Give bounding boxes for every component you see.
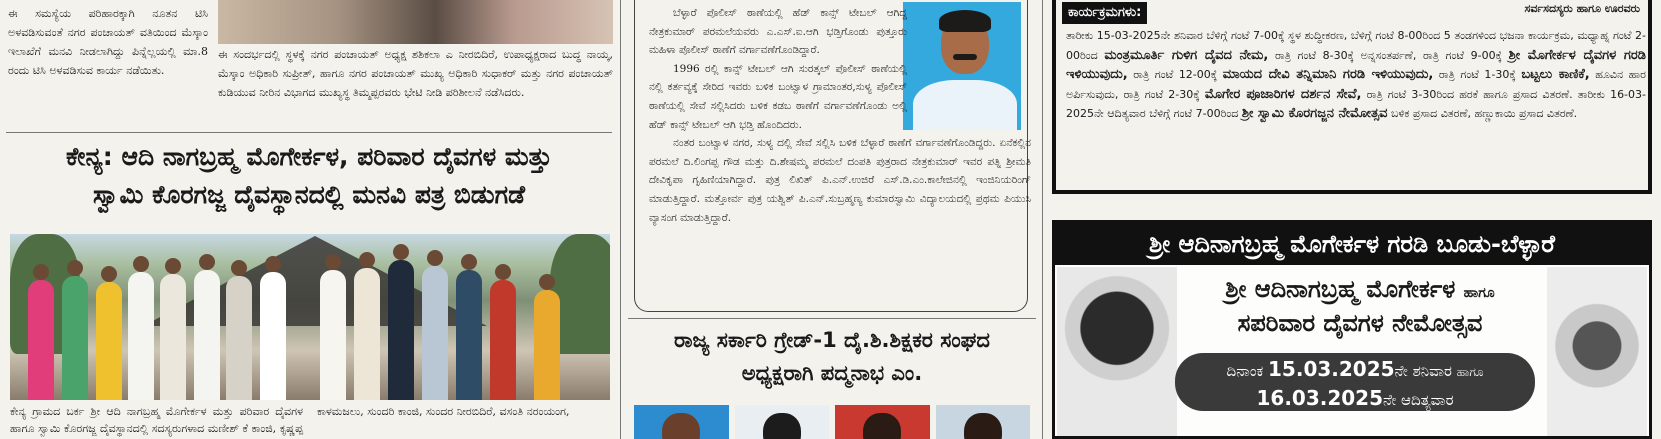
middle-headline-line2: ಅಧ್ಯಕ್ಷರಾಗಿ ಪದ್ಮನಾಭ ಎಂ. bbox=[741, 361, 923, 385]
left-top-article-text: ಈ ಸಮಸ್ಯೆಯ ಪರಿಹಾರಕ್ಕಾಗಿ ನೂತನ ಟಿಸಿ ಅಳವಡಿಸುವಂತೆ ನಗರ ಪಂಚಾಯತ್ ವತಿಯಿಂದ ಮೆಸ್ಕಾಂ ಇಲಾಖೆಗೆ ಮನವಿ ನೀಡಲಾಗಿದ್ದು ಪಿನ್ನೆಲ್ಲಯಲ್ಲಿ ಮಾ.8 ರಂದು ಟಿಸಿ ಅಳವಡಿಸುವ ಕಾರ್ಯ ನಡೆಯಿತು. bbox=[8, 7, 208, 77]
schedule-text: ರಾತ್ರಿ ಗಂಟೆ 12-00ಕ್ಕೆ bbox=[1133, 68, 1218, 82]
photo-person bbox=[354, 268, 380, 400]
group-photo bbox=[10, 234, 610, 400]
deity-figure-image bbox=[1547, 267, 1647, 439]
photo-person bbox=[226, 276, 252, 400]
ad-headline-line1 bbox=[1165, 273, 1555, 309]
photo-person bbox=[194, 270, 220, 400]
promotion-story-box bbox=[634, 0, 1031, 312]
left-bottom-article-text: ಕೇನ್ಯ ಗ್ರಾಮದ ಬರ್ಕ ಶ್ರೀ ಆದಿ ನಾಗಬ್ರಹ್ಮ ಮೊಗೇರ್ಕಳ ಮತ್ತು ಪರಿವಾರ ದೈವಗಳ ಹಾಗೂ ಸ್ವಾಮಿ ಕೊರಗಜ್ಜ ದೈವಸ್ಥಾನದಲ್ಲಿ ಸದಸ್ಯರುಗಳಾದ ಮಣೀಶ್ ಕೆ ಕಾಂಜಿ, ಕೃಷ್ಣಪ್ಪ ಕಾಳಮಜಲು, ಸುಂದರಿ ಕಾಂಜಿ, ಸುಂದರ ನೀರಬಿದಿರೆ, ವಸಂತಿ ನರಂಯಂಗ, bbox=[10, 405, 570, 435]
schedule-text: ರಾತ್ರಿ ಗಂಟೆ 3-30ರಿಂದ ಹರಕೆ ಹಾಗೂ ಪ್ರಸಾದ ವಿತರಣೆ. ತಾರೀಕು 16-03-2025ನೇ ಆದಿತ್ಯವಾರ ಬೆಳಿಗ್ಗೆ ಗಂಟೆ 7-00ರಿಂದ bbox=[1066, 87, 1646, 121]
left-column bbox=[0, 0, 618, 439]
photo-person bbox=[96, 282, 122, 400]
photo-person bbox=[128, 272, 154, 400]
photo-person bbox=[490, 280, 516, 400]
date-conjunction: ಹಾಗೂ bbox=[1456, 365, 1484, 379]
promotion-story-text bbox=[649, 4, 1031, 227]
right-column bbox=[1046, 0, 1661, 439]
story-paragraph: ಬೆಳ್ಳಾರೆ ಪೊಲೀಸ್ ಠಾಣೆಯಲ್ಲಿ ಹೆಡ್ ಕಾನ್ಸ್ ಟೇಬಲ್ ಆಗಿದ್ದ ನೇತ್ರಕುಮಾರ್ ಪರಮಲೆಯವರು ಎ.ಎಸ್.ಐ.ಆಗಿ ಭಡ್ತಿಗೊಂಡು ಪುತ್ತೂರು ಮಹಿಳಾ ಪೊಲೀಸ್ ಠಾಣೆಗೆ ವರ್ಗಾವಣೆಗೊಂಡಿದ್ದಾರೆ. bbox=[649, 7, 907, 57]
photo-person bbox=[534, 290, 560, 400]
photo-person bbox=[260, 272, 286, 400]
left-top-photo bbox=[218, 0, 613, 44]
schedule-highlight: ಶ್ರೀ ಮೊಗೇರ್ಕಳ ದೈವಗಳ ಗರಡಿ ಇಳಿಯುವುದು, bbox=[1066, 47, 1646, 83]
ad-title: ಶ್ರೀ ಆದಿನಾಗಬ್ರಹ್ಮ ಮೊಗೇರ್ಕಳ ಗರಡಿ ಬೂಡು-ಬೆಳ್ಳಾರೆ bbox=[1055, 223, 1649, 265]
schedule-highlight: ಮಾಯದ ದೇವಿ ತನ್ನಿಮಾನಿ ಗರಡಿ ಇಳಿಯುವುದು, bbox=[1222, 67, 1434, 83]
middle-headline-line1: ರಾಜ್ಯ ಸರ್ಕಾರಿ ಗ್ರೇಡ್-1 ದೈ.ಶಿ.ಶಿಕ್ಷಕರ ಸಂಘದ bbox=[673, 328, 991, 352]
portrait-photo bbox=[936, 405, 1031, 439]
portrait-photo bbox=[835, 405, 930, 439]
programs-label: ಕಾರ್ಯಕ್ರಮಗಳು: bbox=[1062, 2, 1147, 24]
column-rule bbox=[1042, 0, 1043, 439]
date-one-day: ನೇ ಶನಿವಾರ bbox=[1394, 362, 1452, 380]
photo-person bbox=[388, 260, 414, 400]
left-headline-line1: ಕೇನ್ಯ: ಆದಿ ನಾಗಬ್ರಹ್ಮ ಮೊಗೇರ್ಕಳ, ಪರಿವಾರ ದೈವಗಳ ಮತ್ತು bbox=[66, 142, 552, 171]
programs-schedule bbox=[1066, 26, 1646, 124]
story-paragraph: 1996 ರಲ್ಲಿ ಕಾನ್ಸ್ ಟೇಬಲ್ ಆಗಿ ಸುರತ್ಕಲ್ ಪೊಲೀಸ್ ಠಾಣೆಯಲ್ಲಿ ನಲ್ಲಿ ಕರ್ತವ್ಯಕ್ಕೆ ಸೇರಿದ ಇವರು ಬಳಿಕ ಬಂಟ್ವಾಳ ಗ್ರಾಮಾಂತರ,ಸುಳ್ಯ ಪೊಲೀಸ್ ಠಾಣೆಯಲ್ಲಿ ಸೇವೆ ಸಲ್ಲಿಸಿದರು ಬಳಿಕ ಕಡಬ ಠಾಣೆಗೆ ವರ್ಗಾವಣೆಗೊಂಡು ಅಲ್ಲಿ ಹೆಡ್ ಕಾನ್ಸ್ ಟೇಬಲ್ ಆಗಿ ಭಡ್ತಿ ಹೊಂದಿದರು. bbox=[649, 62, 907, 131]
schedule-highlight: ಮಂತ್ರಮೂರ್ತಿ ಗುಳಿಗ ದೈವದ ನೇಮ, bbox=[1104, 47, 1269, 63]
photo-person bbox=[320, 270, 346, 400]
ad-headline-line2: ಸಪರಿವಾರ ದೈವಗಳ ನೇಮೋತ್ಸವ bbox=[1237, 309, 1483, 337]
portrait-strip bbox=[634, 405, 1030, 439]
date-one: 15.03.2025 bbox=[1268, 357, 1395, 381]
portrait-photo bbox=[634, 405, 729, 439]
ad-conjunction: ಹಾಗೂ bbox=[1463, 285, 1495, 301]
schedule-text: ರಾತ್ರಿ ಗಂಟೆ 1-30ಕ್ಕೆ bbox=[1438, 68, 1516, 82]
story-paragraph: ನಂತರ ಬಂಟ್ವಾಳ ನಗರ, ಸುಳ್ಯ ದಲ್ಲಿ ಸೇವೆ ಸಲ್ಲಿಸಿ ಬಳಿಕ ಬೆಳ್ಳಾರೆ ಠಾಣೆಗೆ ವರ್ಗಾವಣೆಗೊಂಡಿದ್ದರು. ಏನೆಕಲ್ಲಿನ ಪರಮಲೆ ದಿ.ಲಿಂಗಪ್ಪ ಗೌಡ ಮತ್ತು ದಿ.ಶೇಷಮ್ಮ ಪರಮಲೆ ದಂಪತಿ ಪುತ್ರರಾದ ನೇತ್ರಕುಮಾರ್ ಇವರ ಪತ್ನಿ ಶ್ರೀಮತಿ ದೇವಿಕೃಪಾ ಗೃಹಿಣಿಯಾಗಿದ್ದಾರೆ. ಪುತ್ರ ಲಿಖಿತ್ ಪಿ.ಎನ್.ಉಜಿರೆ ಎಸ್.ಡಿ.ಎಂ.ಕಾಲೇಜಿನಲ್ಲಿ ಇಂಜಿನಿಯರಿಂಗ್ ಮಾಡುತ್ತಿದ್ದಾರೆ. ಮತ್ತೋರ್ವ ಪುತ್ರ ಯಶ್ವಿತ್ ಪಿ.ಎನ್.ಸುಬ್ರಹ್ಮಣ್ಯ ಕುಮಾರಸ್ವಾಮಿ ವಿದ್ಯಾಲಯದಲ್ಲಿ ಪ್ರಥಮ ಪಿಯುಸಿ ವ್ಯಾಸಂಗ ಮಾಡುತ್ತಿದ್ದಾರೆ. bbox=[649, 137, 1031, 224]
schedule-highlight: ಮೊಗೇರ ಪೂಜಾರಿಗಳ ದರ್ಶನ ಸೇವೆ, bbox=[1204, 86, 1362, 102]
column-rule bbox=[620, 0, 621, 439]
date-two-day: ನೇ ಆದಿತ್ಯವಾರ bbox=[1383, 391, 1454, 409]
middle-headline bbox=[628, 324, 1036, 390]
photo-person bbox=[422, 266, 448, 400]
section-divider bbox=[6, 132, 612, 133]
portrait-photo bbox=[735, 405, 830, 439]
schedule-highlight: ಶ್ರೀ ಸ್ವಾಮಿ ಕೊರಗಜ್ಜನ ನೇಮೋತ್ಸವ bbox=[1241, 106, 1388, 122]
schedule-highlight: ಬಟ್ಟಲು ಕಾಣಿಕೆ, bbox=[1521, 67, 1590, 83]
photo-person bbox=[28, 280, 54, 400]
festival-advertisement bbox=[1052, 220, 1652, 439]
schedule-text: ಬಳಿಕ ಪ್ರಸಾದ ವಿತರಣೆ, ಹಣ್ಣುಕಾಯಿ ಪ್ರಸಾದ ವಿತರಣೆ. bbox=[1390, 107, 1578, 121]
photo-person bbox=[62, 276, 88, 400]
deity-mask-image bbox=[1057, 267, 1177, 439]
middle-column bbox=[624, 0, 1040, 439]
schedule-text: ತಾರೀಕು 15-03-2025ನೇ ಶನಿವಾರ ಬೆಳಿಗ್ಗೆ ಗಂಟೆ 7-00ಕ್ಕೆ ಸ್ಥಳ ಶುದ್ಧೀಕರಣ, ಬೆಳಿಗ್ಗೆ ಗಂಟೆ 8-00ರಿಂದ 5 ತಂಡಗಳಿಂದ ಭಜನಾ ಕಾರ್ಯಕ್ರಮ, ಮಧ್ಯಾಹ್ನ ಗಂಟೆ 2-00ರಿಂದ bbox=[1066, 29, 1646, 62]
date-two: 16.03.2025 bbox=[1256, 386, 1384, 410]
ad-date-badge bbox=[1175, 353, 1535, 411]
left-headline bbox=[6, 138, 612, 214]
section-divider bbox=[628, 318, 1036, 319]
ad-deity-name: ಶ್ರೀ ಆದಿನಾಗಬ್ರಹ್ಮ ಮೊಗೇರ್ಕಳ bbox=[1225, 275, 1456, 303]
schedule-text: ರಾತ್ರಿ ಗಂಟೆ 8-30ಕ್ಕೆ ಅನ್ನಸಂತರ್ಪಣೆ, ರಾತ್ರಿ ಗಂಟೆ 9-00ಕ್ಕೆ bbox=[1274, 48, 1503, 62]
schedule-text: ಹೂವಿನ ಹಾರ ಅರ್ಪಿಸುವುದು, ರಾತ್ರಿ ಗಂಟೆ 2-30ಕ್ಕೆ bbox=[1066, 68, 1647, 101]
programs-box bbox=[1052, 0, 1652, 194]
photo-person bbox=[456, 270, 482, 400]
date-prefix: ದಿನಾಂಕ bbox=[1226, 362, 1264, 380]
photo-person bbox=[160, 274, 186, 400]
left-headline-line2: ಸ್ವಾಮಿ ಕೊರಗಜ್ಜ ದೈವಸ್ಥಾನದಲ್ಲಿ ಮನವಿ ಪತ್ರ ಬಿಡುಗಡೆ bbox=[92, 180, 526, 209]
organizers-line: ಸರ್ವಸದಸ್ಯರು ಹಾಗೂ ಊರವರು bbox=[1524, 2, 1640, 15]
left-top-caption: ಈ ಸಂದರ್ಭದಲ್ಲಿ ಸ್ಥಳಕ್ಕೆ ನಗರ ಪಂಚಾಯತ್ ಅಧ್ಯಕ್ಷ ಶಶಿಕಲಾ ಎ ನೀರಬಿದಿರೆ, ಉಪಾಧ್ಯಕ್ಷರಾದ ಬುದ್ಧ ನಾಯ್ಕ, ಮೆಸ್ಕಾಂ ಅಧಿಕಾರಿ ಸುಪ್ರೀತ್, ಹಾಗೂ ನಗರ ಪಂಚಾಯತ್ ಮುಖ್ಯ ಅಧಿಕಾರಿ ಸುಧಾಕರ್ ಮತ್ತು ನಗರ ಪಂಚಾಯತ್ ಕುಡಿಯುವ ನೀರಿನ ವಿಭಾಗದ ಮುಖ್ಯಸ್ಥ ತಿಮ್ಮಪ್ಪರವರು ಭೇಟಿ ನೀಡಿ ಪರಿಶೀಲನೆ ನಡೆಸಿದರು. bbox=[218, 48, 613, 99]
